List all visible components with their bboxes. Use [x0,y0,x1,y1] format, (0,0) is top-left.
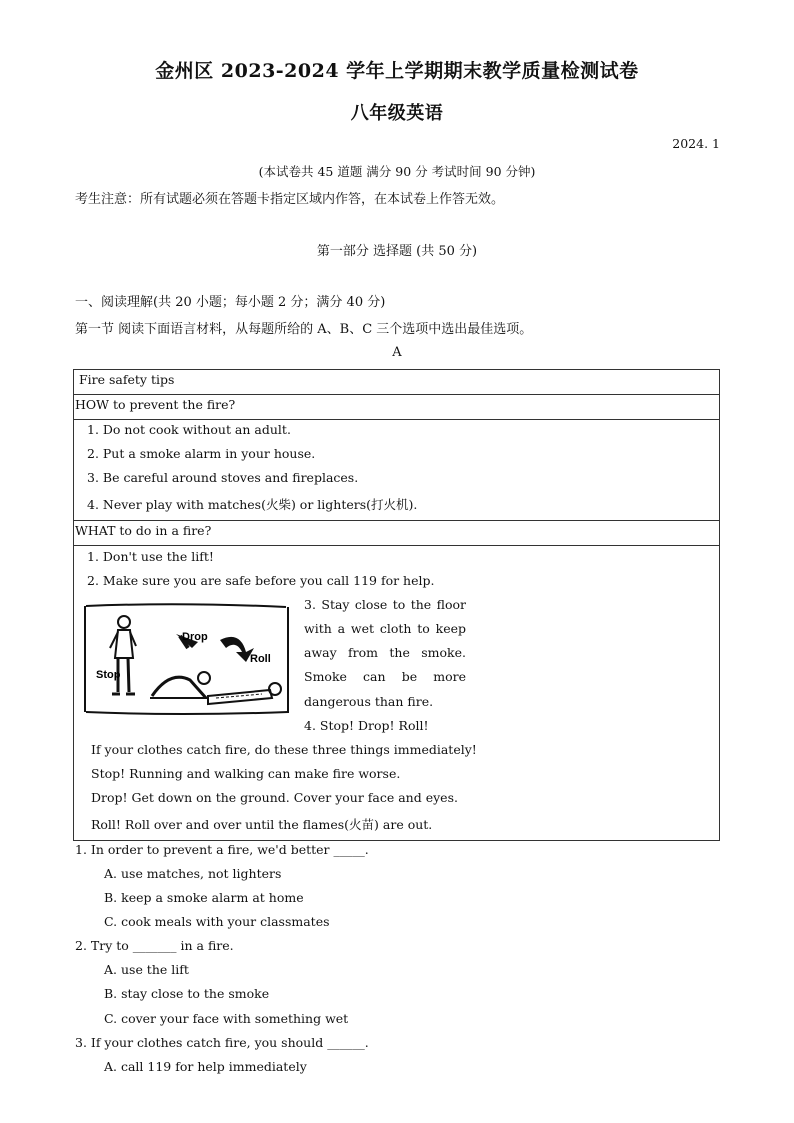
exam-date: 2024. 1 [672,136,720,151]
what-item-4: 4. Stop! Drop! Roll! [304,718,429,733]
section-instruction: 第一节 阅读下面语言材料，从每题所给的 A、B、C 三个选项中选出最佳选项。 [75,322,533,337]
question-stem: 1. In order to prevent a fire, we'd better _____. [75,842,369,857]
question-stem: 2. Try to _______ in a fire. [75,938,234,953]
exam-notice: 考生注意：所有试题必须在答题卡指定区域内作答，在本试卷上作答无效。 [75,192,505,207]
closing-line: Roll! Roll over and over until the flames(火苗) are out. [91,817,433,832]
what-heading: WHAT to do in a fire? [75,523,212,538]
table-divider [73,419,720,420]
table-divider [73,520,720,521]
what-item-3-line: Smoke can be more [304,669,466,684]
question-option: C. cover your face with something wet [104,1011,349,1026]
stop-drop-roll-illustration [80,600,295,718]
table-divider [73,545,720,546]
prevent-item: 2. Put a smoke alarm in your house. [87,446,316,461]
closing-line: Stop! Running and walking can make fire worse. [91,766,401,781]
drop-label: Drop [182,631,208,643]
exam-info: (本试卷共 45 道题 满分 90 分 考试时间 90 分钟) [258,164,536,179]
table-title: Fire safety tips [79,372,175,387]
what-item: 1. Don't use the lift! [87,549,214,564]
question-option: B. keep a smoke alarm at home [104,890,304,905]
what-item-3-line: 3. Stay close to the floor [304,597,466,612]
what-item: 2. Make sure you are safe before you call 119 for help. [87,573,435,588]
question-option: C. cook meals with your classmates [104,914,330,929]
prevent-item: 4. Never play with matches(火柴) or lighters(打火机). [87,497,418,512]
closing-line: If your clothes catch fire, do these three things immediately! [91,742,477,757]
question-option: A. use the lift [104,962,189,977]
question-option: B. stay close to the smoke [104,986,270,1001]
prevent-heading: HOW to prevent the fire? [75,397,236,412]
what-item-3-line: with a wet cloth to keep [304,621,466,636]
what-item-3-line: away from the smoke. [304,645,466,660]
section-heading: 一、阅读理解(共 20 小题；每小题 2 分；满分 40 分) [75,295,386,310]
prevent-item: 3. Be careful around stoves and fireplaces. [87,470,359,485]
question-stem: 3. If your clothes catch fire, you should ______. [75,1035,369,1050]
passage-label: A [392,345,402,360]
exam-title: 金州区 2023-2024 学年上学期期末教学质量检测试卷 [155,60,639,82]
question-option: A. call 119 for help immediately [104,1059,307,1074]
prevent-item: 1. Do not cook without an adult. [87,422,291,437]
question-option: A. use matches, not lighters [104,866,282,881]
roll-label: Roll [250,653,271,665]
exam-subtitle: 八年级英语 [350,103,444,124]
what-item-3-line: dangerous than fire. [304,694,434,709]
part-heading: 第一部分 选择题 (共 50 分) [316,244,478,259]
table-divider [73,394,720,395]
closing-line: Drop! Get down on the ground. Cover your face and eyes. [91,790,458,805]
stop-label: Stop [96,669,121,681]
